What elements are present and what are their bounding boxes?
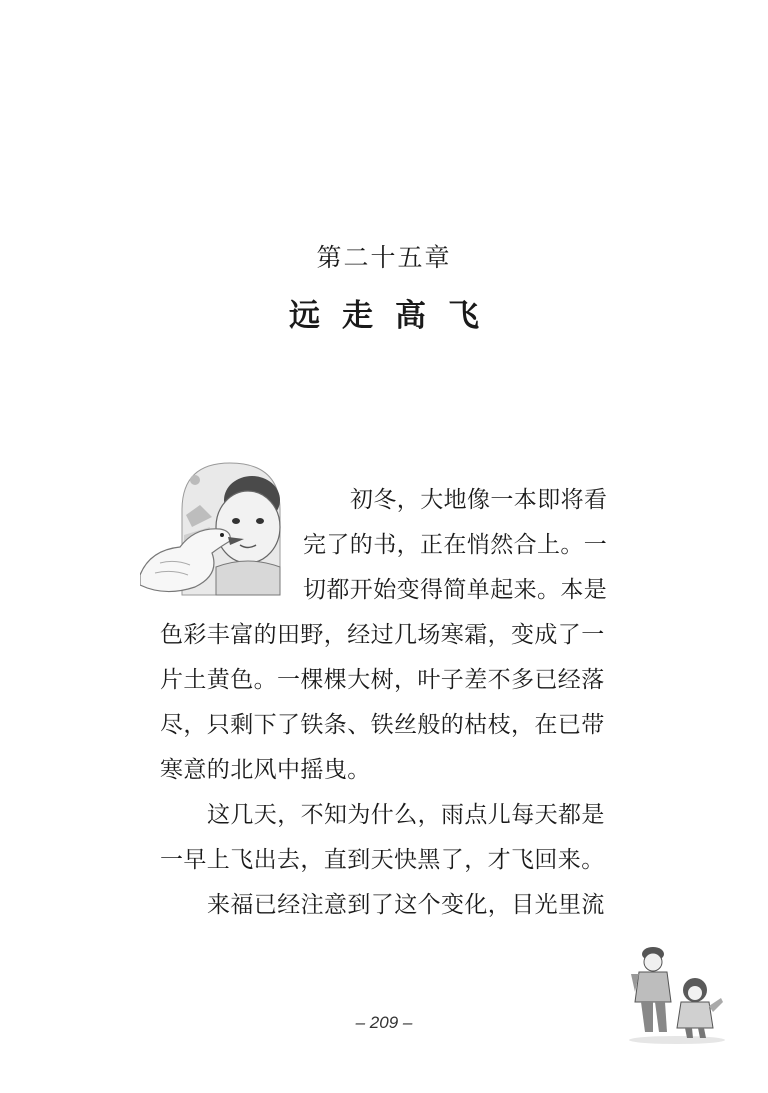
- body-line-8: 这几天，不知为什么，雨点儿每天都是: [207, 802, 605, 828]
- body-line-5: 片土黄色。一棵棵大树，叶子差不多已经落: [160, 667, 605, 693]
- body-line-3: 切都开始变得简单起来。本是: [303, 577, 608, 603]
- body-line-1: 初冬，大地像一本即将看: [350, 487, 608, 513]
- page-number: – 209 –: [355, 1013, 413, 1032]
- boy-with-goose-illustration: [140, 455, 300, 600]
- body-line-2: 完了的书，正在悄然合上。一: [303, 532, 608, 558]
- body-line-7: 寒意的北风中摇曳。: [160, 757, 371, 783]
- body-line-6: 尽，只剩下了铁条、铁丝般的枯枝，在已带: [160, 712, 605, 738]
- body-line-10: 来福已经注意到了这个变化，目光里流: [207, 892, 605, 918]
- chapter-number: 第二十五章: [316, 243, 452, 272]
- chapter-title: 远走高飞: [289, 298, 501, 334]
- body-line-4: 色彩丰富的田野，经过几场寒霜，变成了一: [160, 622, 605, 648]
- body-line-9: 一早上飞出去，直到天快黑了，才飞回来。: [160, 847, 605, 873]
